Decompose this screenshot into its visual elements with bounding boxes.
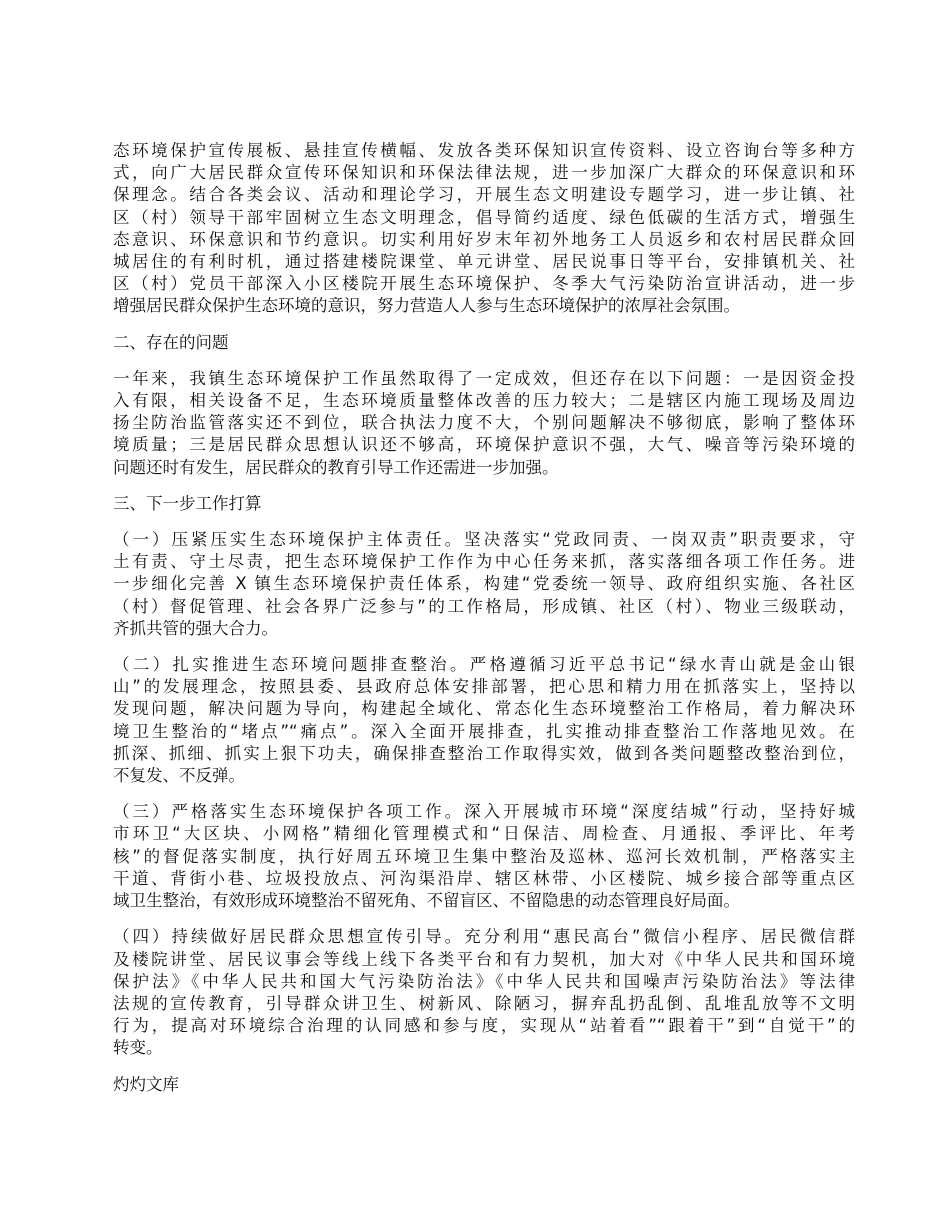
text-line: 式，向广大居民群众宣传环保知识和环保法律法规，进一步加深广大群众的环保意识和环 (113, 163, 855, 183)
text-line: 区（村）党员干部深入小区楼院开展生态环境保护、冬季大气污染防治宣讲活动，进一步 (113, 274, 855, 294)
text-line: （二）扎实推进生态环境问题排查整治。严格遵循习近平总书记“绿水青山就是金山银 (113, 655, 855, 675)
text-line: 行为，提高对环境综合治理的认同感和参与度，实现从“站着看”“跟着干”到“自觉干”的 (113, 1016, 855, 1036)
text-line: 抓深、抓细、抓实上狠下功夫，确保排查整治工作取得实效，做到各类问题整改整治到位， (113, 743, 855, 763)
text-line: 态意识、环保意识和节约意识。切实利用好岁末年初外地务工人员返乡和农村居民群众回 (113, 229, 855, 249)
text-line: （四）持续做好居民群众思想宣传引导。充分利用“惠民高台”微信小程序、居民微信群 (113, 927, 855, 947)
text-line: 一步细化完善 X 镇生态环境保护责任体系，构建“党委统一领导、政府组织实施、各社区 (113, 574, 855, 594)
section-heading: 二、存在的问题 (113, 332, 229, 352)
body-paragraph (113, 368, 855, 479)
text-line: 及楼院讲堂、居民议事会等线上线下各类平台和有力契机，加大对《中华人民共和国环境 (113, 949, 855, 969)
text-line: （一）压紧压实生态环境保护主体责任。坚决落实“党政同责、一岗双责”职责要求，守 (113, 530, 855, 550)
text-line: 境卫生整治的“堵点”“痛点”。深入全面开展排查，扎实推动排查整治工作落地见效。在 (113, 721, 855, 741)
body-paragraph (113, 140, 855, 318)
text-line: （村）督促管理、社会各界广泛参与”的工作格局，形成镇、社区（村）、物业三级联动， (113, 596, 855, 616)
text-line: 境质量；三是居民群众思想认识还不够高，环境保护意识不强，大气、噪音等污染环境的 (113, 435, 855, 455)
source-label: 灼灼文库 (113, 1074, 179, 1094)
text-line: 保理念。结合各类会议、活动和理论学习，开展生态文明建设专题学习，进一步让镇、社 (113, 185, 855, 205)
text-line: 核”的督促落实制度，执行好周五环境卫生集中整治及巡林、巡河长效机制，严格落实主 (113, 846, 855, 866)
body-paragraph (113, 926, 855, 1059)
text-line: 土有责、守土尽责，把生态环境保护工作作为中心任务来抓，落实落细各项工作任务。进 (113, 552, 855, 572)
text-line: 城居住的有利时机，通过搭建楼院课堂、单元讲堂、居民说事日等平台，安排镇机关、社 (113, 252, 855, 272)
text-line: 区（村）领导干部牢固树立生态文明理念，倡导简约适度、绿色低碳的生活方式，增强生 (113, 207, 855, 227)
section-heading: 三、下一步工作打算 (113, 493, 262, 513)
body-paragraph (113, 801, 855, 912)
text-line: 扬尘防治监管落实还不到位，联合执法力度不大，个别问题解决不够彻底，影响了整体环 (113, 413, 855, 433)
text-line: 法规的宣传教育，引导群众讲卫生、树新风、除陋习，摒弃乱扔乱倒、乱堆乱放等不文明 (113, 993, 855, 1013)
text-line: 一年来，我镇生态环境保护工作虽然取得了一定成效，但还存在以下问题：一是因资金投 (113, 368, 855, 388)
text-line: 态环境保护宣传展板、悬挂宣传横幅、发放各类环保知识宣传资料、设立咨询台等多种方 (113, 141, 855, 160)
text-line: 问题还时有发生，居民群众的教育引导工作还需进一步加强。 (113, 457, 559, 477)
text-line: 域卫生整治，有效形成环境整治不留死角、不留盲区、不留隐患的动态管理良好局面。 (113, 891, 740, 911)
text-line: 干道、背街小巷、垃圾投放点、河沟渠沿岸、辖区林带、小区楼院、城乡接合部等重点区 (113, 868, 855, 888)
text-line: 转变。 (113, 1038, 163, 1058)
body-paragraph (113, 529, 855, 640)
text-line: 入有限，相关设备不足，生态环境质量整体改善的压力较大；二是辖区内施工现场及周边 (113, 391, 855, 411)
document-page (113, 140, 855, 1096)
text-line: 发现问题，解决问题为导向，构建起全域化、常态化生态环境整治工作格局，着力解决环 (113, 699, 855, 719)
text-line: 保护法》《中华人民共和国大气污染防治法》《中华人民共和国噪声污染防治法》等法律 (113, 971, 855, 991)
text-line: 山”的发展理念，按照县委、县政府总体安排部署，把心思和精力用在抓落实上，坚持以 (113, 677, 855, 697)
text-line: （三）严格落实生态环境保护各项工作。深入开展城市环境“深度结城”行动，坚持好城 (113, 802, 855, 822)
text-line: 不复发、不反弹。 (113, 766, 245, 786)
text-line: 市环卫“大区块、小网格”精细化管理模式和“日保洁、周检查、月通报、季评比、年考 (113, 824, 855, 844)
body-paragraph (113, 654, 855, 787)
text-line: 增强居民群众保护生态环境的意识，努力营造人人参与生态环境保护的浓厚社会氛围。 (113, 296, 740, 316)
text-line: 齐抓共管的强大合力。 (113, 618, 278, 638)
